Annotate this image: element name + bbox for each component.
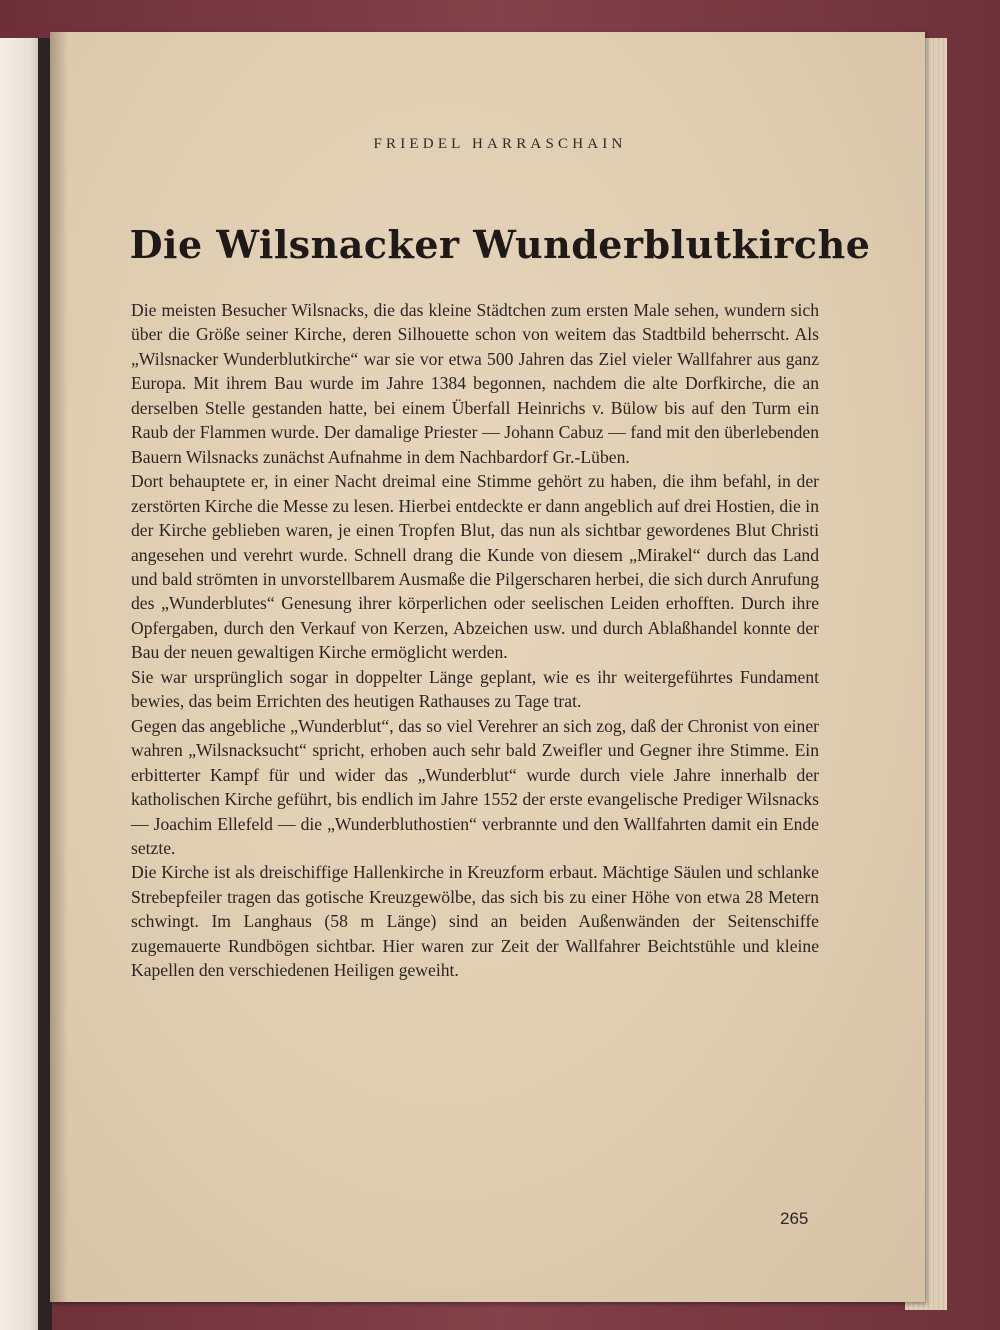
paragraph: Gegen das angebliche „Wunderblut“, das so viel Verehrer an sich zog, daß der Chronist von einer wahren „Wilsnacksucht“ spricht, erhoben auch sehr bald Zweifler und Gegner ihre Stimme. Ein erbitterter Kampf für und wider das „Wunderblut“ wurde durch viele Jahre innerhalb der katholischen Kirche geführt, bis endlich im Jahre 1552 der erste evangelische Prediger Wilsnacks — Joachim Ellefeld — die „Wunderbluthostien“ verbrannte und den Wallfahrten damit ein Ende setzte. <box>131 715 819 858</box>
author-name: FRIEDEL HARRASCHAIN <box>373 136 627 152</box>
paragraph: Dort behauptete er, in einer Nacht dreimal eine Stimme gehört zu haben, die ihm befahl, in der zerstörten Kirche die Messe zu lesen. Hierbei entdeckte er dann angeblich auf drei Hostien, die in der Kirche geblieben waren, je einen Tropfen Blut, das nun als sichtbar gewordenes Blut Christi angesehen und verehrt wurde. Schnell drang die Kunde von diesem „Mirakel“ durch das Land und bald strömten in unvorstellbarem Ausmaße die Pilgerscharen herbei, die sich durch Anrufung des „Wunderblutes“ Genesung ihrer körperlichen oder seelischen Leiden erhofften. Durch ihre Opfergaben, durch den Verkauf von Kerzen, Abzeichen usw. und durch Ablaßhandel konnte der Bau der neuen gewaltigen Kirche ermöglicht werden. <box>131 471 819 663</box>
paragraph: Die meisten Besucher Wilsnacks, die das kleine Städtchen zum ersten Male sehen, wundern sich über die Größe seiner Kirche, deren Silhouette schon von weitem das Stadtbild beherrscht. Als „Wilsnacker Wunderblutkirche“ war sie vor etwa 500 Jahren das Ziel vieler Wallfahrer aus ganz Europa. Mit ihrem Bau wurde im Jahre 1384 begonnen, nachdem die alte Dorfkirche, die an derselben Stelle gestanden hatte, bei einem Überfall Heinrichs v. Bülow bis auf den Turm ein Raub der Flammen wurde. Der damalige Priester — Johann Cabuz — fand mit den überlebenden Bauern Wilsnacks zunächst Aufnahme in dem Nachbardorf Gr.-Lüben. <box>131 300 819 467</box>
body-text <box>131 298 819 983</box>
paragraph: Die Kirche ist als dreischiffige Hallenkirche in Kreuzform erbaut. Mächtige Säulen und schlanke Strebepfeiler tragen das gotische Kreuzgewölbe, das sich bis zu einer Höhe von etwa 28 Metern schwingt. Im Langhaus (58 m Länge) sind an beiden Außenwänden der Seitenschiffe zugemauerte Rundbögen sichtbar. Hier waren zur Zeit der Wallfahrer Beichtstühle und kleine Kapellen den verschiedenen Heiligen geweiht. <box>131 862 819 981</box>
chapter-title: Die Wilsnacker Wunderblutkirche <box>129 222 871 267</box>
paragraph: Sie war ursprünglich sogar in doppelter Länge geplant, wie es ihr weitergeführtes Fundament bewies, das beim Errichten des heutigen Rathauses zu Tage trat. <box>131 666 819 712</box>
page-number: 265 <box>780 1209 809 1228</box>
